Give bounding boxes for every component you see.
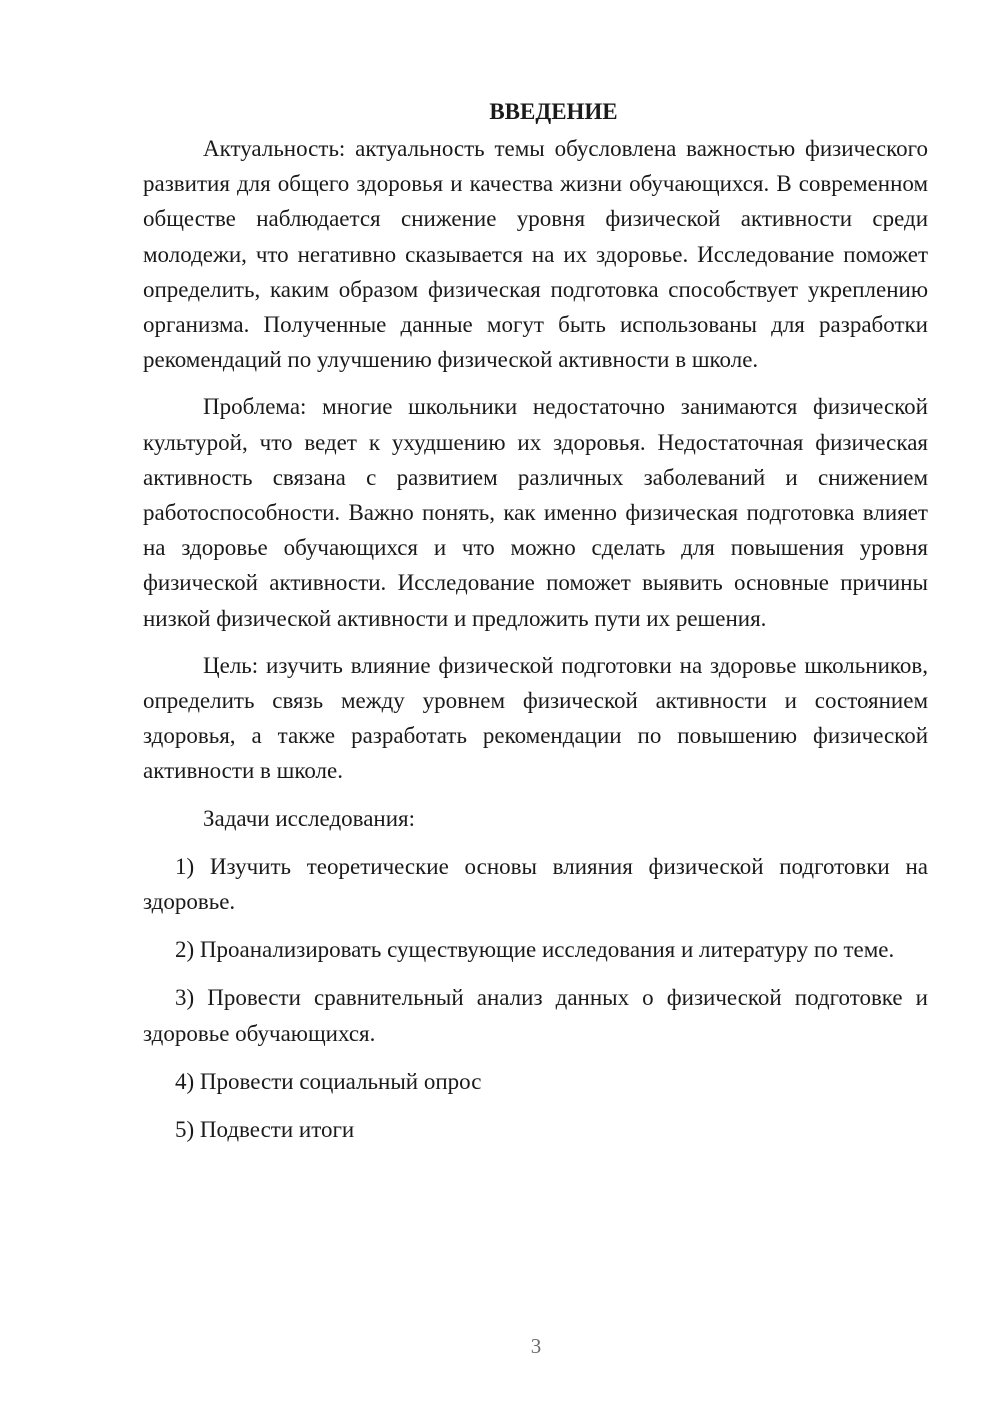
task-item-5: 5) Подвести итоги xyxy=(175,1117,355,1143)
paragraph-problem: Проблема: многие школьники недостаточно занимаются физической культурой, что ведет к ухудшению их здоровья. Недостаточная физическая активность связана с развитием различных заболеваний и снижением работоспособности. Важно понять, как именно физическая подготовка влияет на здоровье обучающихся и что можно сделать для повышения уровня физической активности. Исследование поможет выявить основные причины низкой физической активности и предложить пути их решения. xyxy=(143,394,928,631)
paragraph-goal: Цель: изучить влияние физической подготовки на здоровье школьников, определить связь между уровнем физической активности и состоянием здоровья, а также разработать рекомендации по повышению физической активности в школе. xyxy=(143,652,928,784)
task-item-4: 4) Провести социальный опрос xyxy=(175,1068,482,1094)
task-item-2: 2) Проанализировать существующие исследования и литературу по теме. xyxy=(175,937,895,963)
paragraph-relevance: Актуальность: актуальность темы обусловлена важностью физического развития для общего здоровья и качества жизни обучающихся. В современном обществе наблюдается снижение уровня физической активности среди молодежи, что негативно сказывается на их здоровье. Исследование поможет определить, каким образом физическая подготовка способствует укреплению организма. Полученные данные могут быть использованы для разработки рекомендаций по улучшению физической активности в школе. xyxy=(143,136,928,373)
tasks-heading: Задачи исследования: xyxy=(203,805,416,831)
page-number: 3 xyxy=(530,1334,542,1358)
document-body xyxy=(143,94,928,1147)
task-item-1: 1) Изучить теоретические основы влияния физической подготовки на здоровье. xyxy=(143,853,928,915)
section-title: ВВЕДЕНИЕ xyxy=(489,99,618,124)
task-item-3: 3) Провести сравнительный анализ данных о физической подготовке и здоровье обучающихся. xyxy=(143,985,928,1046)
